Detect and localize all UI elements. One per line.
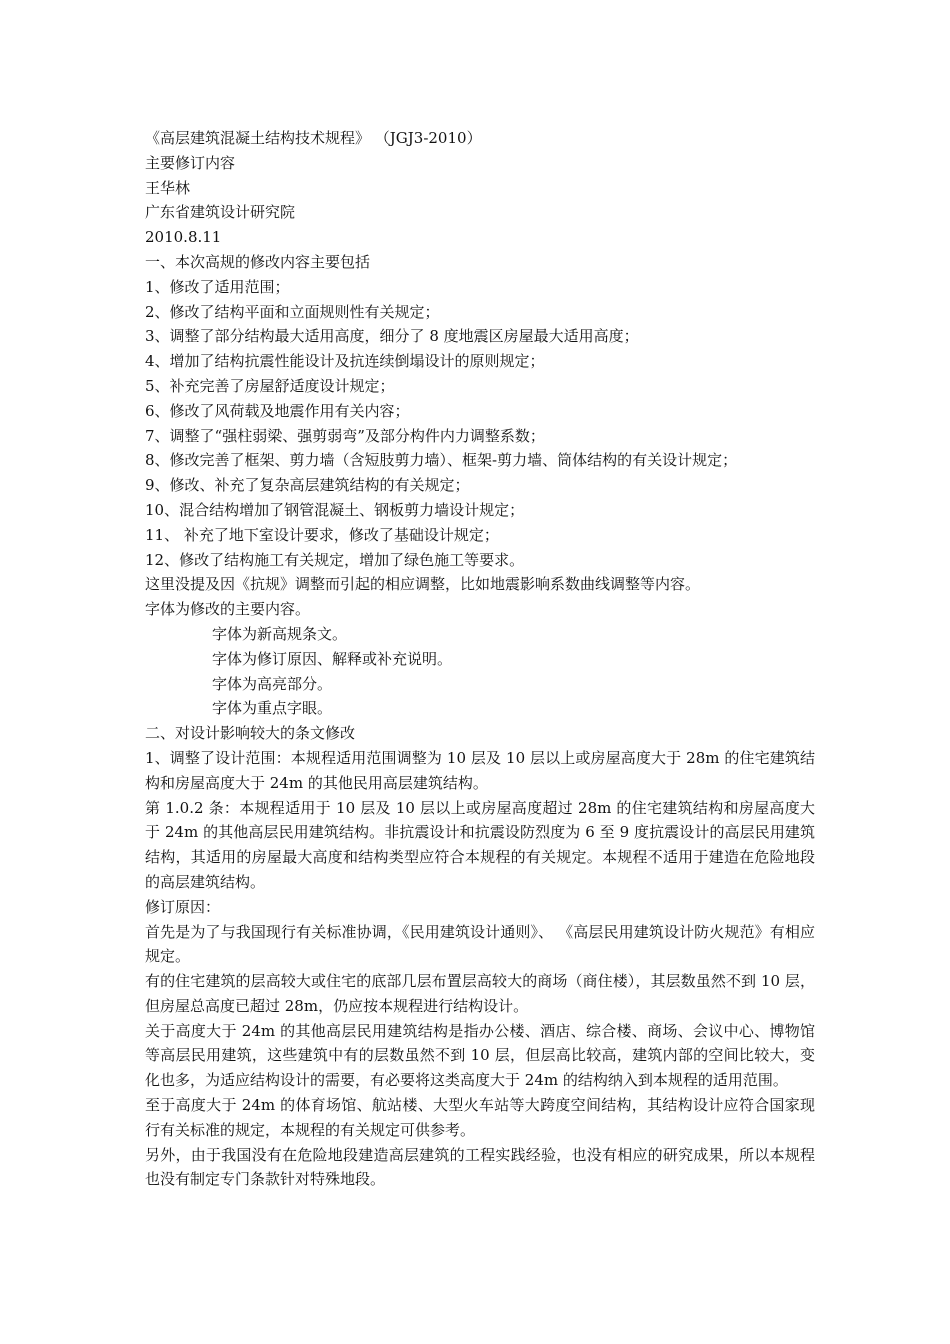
legend-item: 字体为高亮部分。 (212, 674, 333, 693)
list-item: 9、修改、补充了复杂高层建筑结构的有关规定； (145, 476, 470, 495)
document-title: 《高层建筑混凝土结构技术规程》 （JGJ3-2010） (145, 129, 482, 147)
document-date: 2010.8.11 (145, 228, 222, 247)
list-item: 12、修改了结构施工有关规定，增加了绿色施工等要求。 (145, 550, 525, 569)
paragraph: 第 1.0.2 条：本规程适用于 10 层及 10 层以上或房屋高度超过 28m 的住宅建筑结构和房屋高度大于 24m 的其他高层民用建筑结构。非抗震设计和抗震设防烈度为 6 至 9 度抗震设计的高层民用建筑结构，其适用的房屋最大高度和结构类型应符合本规程的有关规定。本规程不适用于建造在危险地段的高层建筑结构。 (145, 798, 815, 891)
organization-name: 广东省建筑设计研究院 (145, 203, 296, 222)
list-item: 3、调整了部分结构最大适用高度，细分了 8 度地震区房屋最大适用高度； (145, 327, 639, 346)
list-item: 11、 补充了地下室设计要求，修改了基础设计规定； (145, 525, 499, 544)
legend-item: 字体为新高规条文。 (212, 624, 348, 643)
paragraph: 有的住宅建筑的层高较大或住宅的底部几层布置层高较大的商场（商住楼），其层数虽然不到 10 层，但房屋总高度已超过 28m，仍应按本规程进行结构设计。 (145, 972, 815, 1015)
paragraph: 关于高度大于 24m 的其他高层民用建筑结构是指办公楼、酒店、综合楼、商场、会议中心、博物馆等高层民用建筑，这些建筑中有的层数虽然不到 10 层，但层高比较高，建筑内部的空间比较大，变化也多，为适应结构设计的需要，有必要将这类高度大于 24m 的结构纳入到本规程的适用范围。 (145, 1021, 815, 1090)
legend-item: 字体为修订原因、解释或补充说明。 (212, 649, 453, 668)
section-heading: 一、本次高规的修改内容主要包括 (145, 252, 371, 271)
paragraph: 1、调整了设计范围：本规程适用范围调整为 10 层及 10 层以上或房屋高度大于 28m 的住宅建筑结构和房屋高度大于 24m 的其他民用高层建筑结构。 (145, 748, 815, 792)
legend-intro: 字体为修改的主要内容。 (145, 600, 311, 619)
author-name: 王华林 (145, 178, 191, 197)
reason-label: 修订原因： (145, 897, 221, 916)
document-page (145, 126, 815, 1192)
legend-item: 字体为重点字眼。 (212, 699, 333, 718)
list-item: 10、混合结构增加了钢管混凝土、钢板剪力墙设计规定； (145, 500, 525, 519)
section-heading: 二、对设计影响较大的条文修改 (145, 724, 356, 743)
note-text: 这里没提及因《抗规》调整而引起的相应调整，比如地震影响系数曲线调整等内容。 (145, 575, 701, 594)
list-item: 8、修改完善了框架、剪力墙（含短肢剪力墙）、框架-剪力墙、筒体结构的有关设计规定； (145, 451, 738, 470)
list-item: 1、修改了适用范围； (145, 277, 290, 296)
paragraph: 另外，由于我国没有在危险地段建造高层建筑的工程实践经验，也没有相应的研究成果，所以本规程也没有制定专门条款针对特殊地段。 (145, 1145, 815, 1189)
list-item: 6、修改了风荷载及地震作用有关内容； (145, 401, 410, 420)
document-subtitle: 主要修订内容 (145, 153, 236, 172)
paragraph: 至于高度大于 24m 的体育场馆、航站楼、大型火车站等大跨度空间结构，其结构设计应符合国家现行有关标准的规定，本规程的有关规定可供参考。 (145, 1096, 815, 1139)
list-item: 7、调整了“强柱弱梁、强剪弱弯”及部分构件内力调整系数； (145, 426, 545, 445)
list-item: 4、增加了结构抗震性能设计及抗连续倒塌设计的原则规定； (145, 352, 545, 371)
paragraph: 首先是为了与我国现行有关标准协调，《民用建筑设计通则》、 《高层民用建筑设计防火规范》有相应规定。 (145, 922, 815, 966)
list-item: 2、修改了结构平面和立面规则性有关规定； (145, 302, 440, 321)
list-item: 5、补充完善了房屋舒适度设计规定； (145, 376, 395, 395)
